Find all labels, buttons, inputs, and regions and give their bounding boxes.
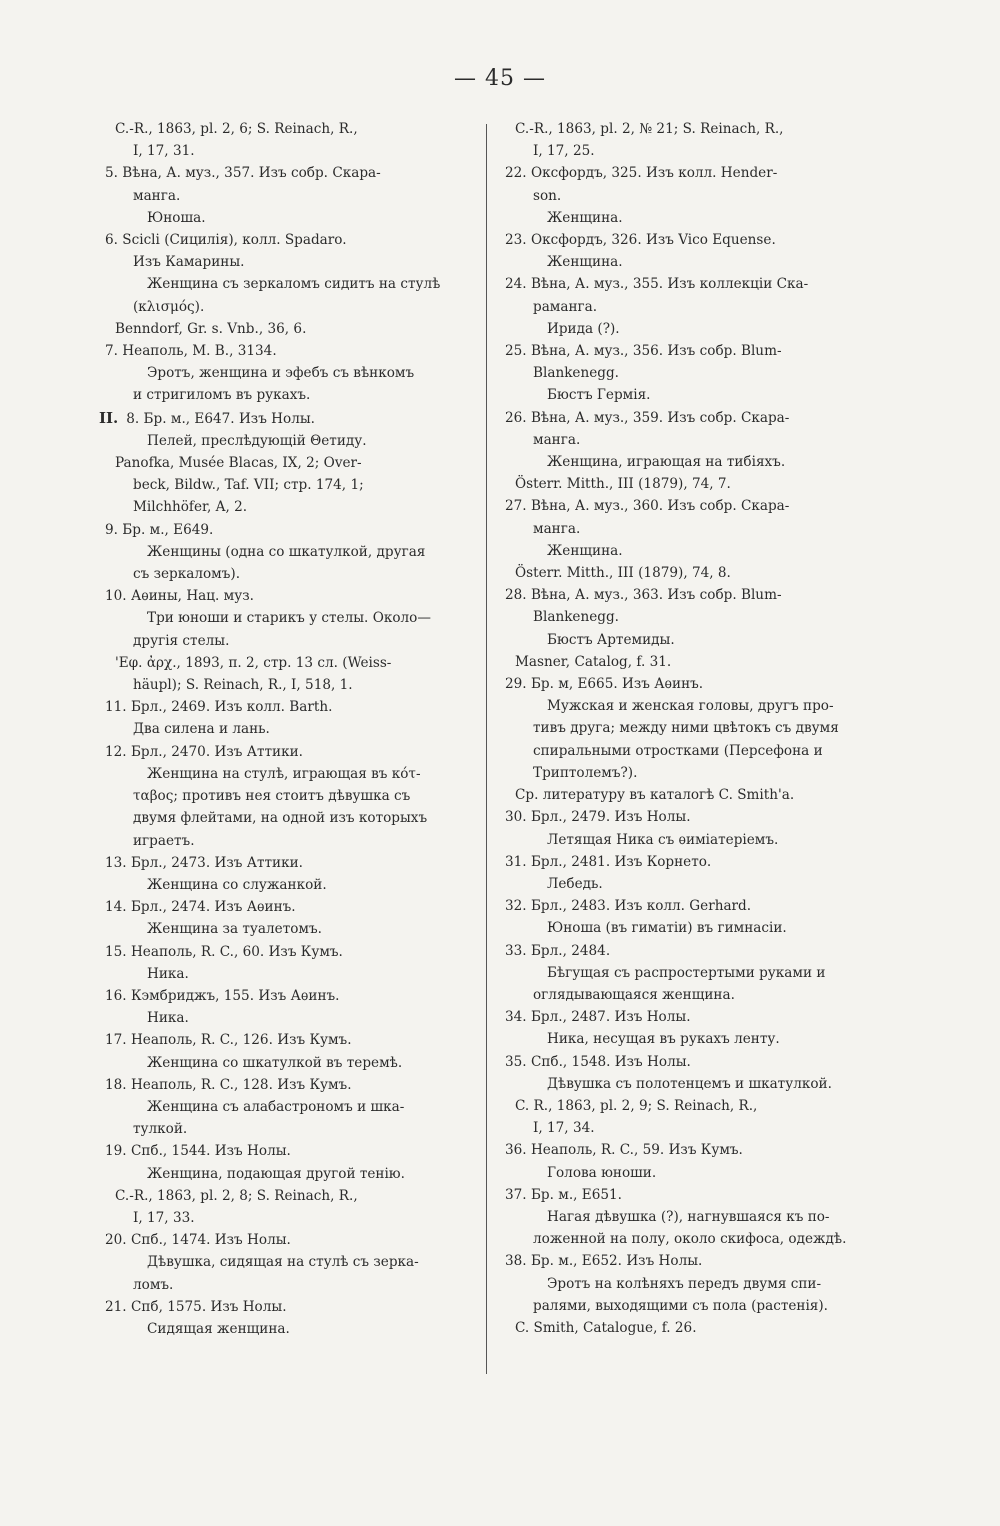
line-text: Сидящая женщина. [147, 1320, 290, 1337]
text-line [533, 140, 880, 162]
line-text: Бѣгущая съ распростертыми руками и [547, 964, 826, 981]
text-line [515, 651, 880, 673]
text-line [105, 1029, 485, 1051]
line-text: Летящая Ника съ ѳиміатеріемъ. [547, 831, 779, 848]
text-line [105, 985, 485, 1007]
line-text: C. Smith, Catalogue, f. 26. [515, 1319, 697, 1336]
text-line [147, 207, 485, 229]
line-text: Österr. Mitth., III (1879), 74, 8. [515, 565, 731, 582]
line-text: Женщина съ зеркаломъ сидитъ на стулѣ [147, 276, 441, 293]
line-text: Дѣвушка съ полотенцемъ и шкатулкой. [547, 1075, 832, 1092]
line-text: другія стелы. [133, 632, 230, 649]
text-line [547, 629, 880, 651]
text-line [99, 407, 485, 430]
text-line [505, 851, 880, 873]
text-line [147, 430, 485, 452]
text-line [105, 1296, 485, 1318]
section-marker: II. [99, 408, 119, 427]
line-text: двумя флейтами, на одной изъ которыхъ [133, 810, 428, 827]
text-line [105, 741, 485, 763]
text-line [505, 895, 880, 917]
line-text: 27. Вѣна, А. муз., 360. Изъ собр. Скара- [505, 498, 790, 515]
line-text: 8. Бр. м., Е647. Изъ Нолы. [126, 410, 315, 427]
text-line [147, 918, 485, 940]
text-line [105, 941, 485, 963]
line-text: оглядывающаяся женщина. [533, 986, 735, 1003]
line-text: 13. Брл., 2473. Изъ Аттики. [105, 854, 303, 871]
line-text: Женщина, подающая другой тенію. [147, 1165, 405, 1182]
line-text: 22. Оксфордъ, 325. Изъ колл. Hender- [505, 165, 778, 182]
line-text: Бюстъ Артемиды. [547, 631, 675, 648]
line-text: Женщина со служанкой. [147, 876, 327, 893]
line-text: тулкой. [133, 1121, 188, 1138]
text-line [533, 717, 880, 739]
text-line [147, 1163, 485, 1185]
text-line [547, 207, 880, 229]
line-text: 38. Бр. м., Е652. Изъ Нолы. [505, 1253, 703, 1270]
line-text: beck, Bildw., Taf. VII; стр. 174, 1; [133, 477, 364, 494]
text-line [147, 1096, 485, 1118]
line-text: Женщина съ алабастрономъ и шка- [147, 1098, 405, 1115]
text-line [533, 740, 880, 762]
text-line [547, 1273, 880, 1295]
line-text: Пелей, преслѣдующій Θетиду. [147, 432, 367, 449]
text-line [105, 1229, 485, 1251]
text-line [147, 273, 485, 295]
text-line [147, 1007, 485, 1029]
line-text: ταβος; противъ нея стоитъ дѣвушка съ [133, 788, 411, 805]
text-line [547, 540, 880, 562]
text-line [105, 1074, 485, 1096]
text-line [505, 940, 880, 962]
line-text: C. R., 1863, pl. 2, 9; S. Reinach, R., [515, 1097, 758, 1114]
line-text: манга. [533, 520, 581, 537]
text-line [533, 518, 880, 540]
line-text: 17. Неаполь, R. C., 126. Изъ Кумъ. [105, 1032, 352, 1049]
line-text: Нагая дѣвушка (?), нагнувшаяся къ по- [547, 1208, 830, 1225]
text-line [533, 185, 880, 207]
line-text: 31. Брл., 2481. Изъ Корнето. [505, 853, 712, 870]
line-text: Бюстъ Гермія. [547, 387, 651, 404]
text-line [515, 1317, 880, 1339]
line-text: Ирида (?). [547, 320, 620, 337]
text-line [533, 296, 880, 318]
text-line [147, 963, 485, 985]
text-line [147, 1318, 485, 1340]
line-text: 33. Брл., 2484. [505, 942, 611, 959]
line-text: Panofka, Musée Blacas, IX, 2; Over- [115, 455, 362, 472]
text-line [105, 896, 485, 918]
text-line [105, 696, 485, 718]
text-line [505, 162, 880, 184]
text-line [505, 806, 880, 828]
line-text: 9. Бр. м., Е649. [105, 521, 214, 538]
line-text: Ника, несущая въ рукахъ ленту. [547, 1031, 780, 1048]
line-text: 29. Бр. м, Е665. Изъ Аѳинъ. [505, 676, 704, 693]
text-line [533, 429, 880, 451]
text-line [115, 652, 485, 674]
line-text: Benndorf, Gr. s. Vnb., 36, 6. [115, 320, 307, 337]
line-text: 26. Вѣна, А. муз., 359. Изъ собр. Скара- [505, 409, 790, 426]
page-number: — 45 — [454, 66, 546, 91]
line-text: Masner, Catalog, f. 31. [515, 653, 672, 670]
text-line [547, 251, 880, 273]
line-text: 16. Кэмбриджъ, 155. Изъ Аѳинъ. [105, 987, 340, 1004]
line-text: (κλισμός). [133, 298, 205, 315]
line-text: 23. Оксфордъ, 326. Изъ Vico Equense. [505, 232, 776, 249]
text-line [133, 384, 485, 406]
text-line [133, 630, 485, 652]
text-line [505, 1184, 880, 1206]
text-line [133, 674, 485, 696]
text-line [115, 118, 485, 140]
line-text: Юноша (въ гиматіи) въ гимнасіи. [547, 920, 787, 937]
text-line [133, 474, 485, 496]
text-line [115, 452, 485, 474]
line-text: Дѣвушка, сидящая на стулѣ съ зерка- [147, 1254, 419, 1271]
line-text: Юноша. [147, 209, 206, 226]
line-text: Лебедь. [547, 875, 603, 892]
line-text: Женщина на стулѣ, играющая въ κότ- [147, 765, 421, 782]
line-text: 32. Брл., 2483. Изъ колл. Gerhard. [505, 898, 752, 915]
text-line [505, 584, 880, 606]
text-line [105, 229, 485, 251]
line-text: раманга. [533, 298, 598, 315]
text-line [547, 384, 880, 406]
line-text: son. [533, 187, 562, 204]
text-line [533, 984, 880, 1006]
line-text: I, 17, 33. [133, 1209, 195, 1226]
text-line [147, 362, 485, 384]
text-line [105, 162, 485, 184]
line-text: Женщина. [547, 209, 623, 226]
text-line [133, 496, 485, 518]
text-line [115, 1185, 485, 1207]
text-line [133, 140, 485, 162]
line-text: C.-R., 1863, pl. 2, 6; S. Reinach, R., [115, 121, 358, 137]
text-line [547, 917, 880, 939]
text-line [533, 362, 880, 384]
line-text: Ника. [147, 1010, 189, 1027]
line-text: 21. Спб, 1575. Изъ Нолы. [105, 1298, 287, 1315]
line-text: Мужская и женская головы, другъ про- [547, 698, 834, 715]
text-line [147, 763, 485, 785]
line-text: I, 17, 34. [533, 1120, 595, 1137]
text-line [515, 562, 880, 584]
text-line [515, 1095, 880, 1117]
text-line [133, 185, 485, 207]
text-line [547, 451, 880, 473]
line-text: и стригиломъ въ рукахъ. [133, 387, 311, 404]
line-text: 37. Бр. м., Е651. [505, 1186, 623, 1203]
line-text: 'Εφ. ἀρχ., 1893, π. 2, стр. 13 сл. (Weiss- [115, 654, 392, 671]
line-text: ложенной на полу, около скифоса, одеждѣ. [533, 1231, 847, 1248]
text-line [133, 830, 485, 852]
line-text: Ника. [147, 965, 189, 982]
line-text: Два силена и лань. [133, 721, 270, 738]
line-text: манга. [133, 187, 181, 204]
line-text: 30. Брл., 2479. Изъ Нолы. [505, 809, 691, 826]
line-text: манга. [533, 431, 581, 448]
line-text: 24. Вѣна, А. муз., 355. Изъ коллекціи Ска- [505, 276, 809, 293]
text-line [533, 606, 880, 628]
line-text: 25. Вѣна, А. муз., 356. Изъ собр. Blum- [505, 343, 782, 360]
text-line [105, 852, 485, 874]
text-line [505, 495, 880, 517]
text-line [133, 1118, 485, 1140]
text-line [547, 318, 880, 340]
line-text: 20. Спб., 1474. Изъ Нолы. [105, 1232, 291, 1249]
text-line [505, 1051, 880, 1073]
line-text: Blankenegg. [533, 365, 620, 382]
line-text: ралями, выходящими съ пола (растенія). [533, 1297, 829, 1314]
line-text: 6. Scicli (Сицилія), колл. Spadaro. [105, 232, 347, 249]
text-line [133, 1207, 485, 1229]
left-column [95, 118, 485, 1340]
line-text: Три юноши и старикъ у стелы. Около— [147, 610, 431, 627]
text-line [505, 340, 880, 362]
line-text: Österr. Mitth., III (1879), 74, 7. [515, 476, 731, 493]
line-text: Женщина за туалетомъ. [147, 921, 322, 938]
line-text: 36. Неаполь, R. C., 59. Изъ Кумъ. [505, 1142, 743, 1159]
text-line [547, 695, 880, 717]
text-line [147, 541, 485, 563]
text-line [105, 1140, 485, 1162]
text-line [505, 1139, 880, 1161]
text-line [505, 1250, 880, 1272]
line-text: 19. Спб., 1544. Изъ Нолы. [105, 1143, 291, 1160]
text-line [515, 784, 880, 806]
line-text: Эротъ на колѣняхъ передъ двумя спи- [547, 1275, 822, 1292]
line-text: C.-R., 1863, pl. 2, № 21; S. Reinach, R., [515, 121, 784, 137]
line-text: häupl); S. Reinach, R., I, 518, 1. [133, 677, 353, 694]
text-line [505, 407, 880, 429]
line-text: Женщины (одна со шкатулкой, другая [147, 543, 426, 560]
text-line [547, 873, 880, 895]
text-line [547, 829, 880, 851]
text-line [547, 1206, 880, 1228]
line-text: 7. Неаполь, М. В., 3134. [105, 343, 277, 360]
line-text: 10. Аѳины, Нац. муз. [105, 588, 254, 605]
text-line [133, 563, 485, 585]
text-line [533, 1117, 880, 1139]
right-column [495, 118, 880, 1339]
text-line [133, 251, 485, 273]
text-line [115, 318, 485, 340]
line-text: Триптолемъ?). [533, 764, 638, 781]
line-text: Женщина, играющая на тибіяхъ. [547, 454, 786, 471]
line-text: 28. Вѣна, А. муз., 363. Изъ собр. Blum- [505, 587, 782, 604]
line-text: спиральными отростками (Персефона и [533, 742, 823, 759]
text-line [147, 1251, 485, 1273]
line-text: ломъ. [133, 1276, 174, 1293]
text-line [505, 229, 880, 251]
text-line [505, 1006, 880, 1028]
line-text: 34. Брл., 2487. Изъ Нолы. [505, 1009, 691, 1026]
line-text: играетъ. [133, 832, 195, 849]
line-text: Milchhöfer, A, 2. [133, 499, 248, 516]
text-line [147, 607, 485, 629]
text-line [505, 273, 880, 295]
text-line [515, 473, 880, 495]
text-line [533, 1295, 880, 1317]
text-line [147, 1052, 485, 1074]
text-line [133, 718, 485, 740]
line-text: C.-R., 1863, pl. 2, 8; S. Reinach, R., [115, 1187, 358, 1204]
text-line [133, 1274, 485, 1296]
text-line [547, 962, 880, 984]
text-line [505, 673, 880, 695]
text-line [105, 519, 485, 541]
line-text: I, 17, 31. [133, 143, 195, 160]
line-text: 11. Брл., 2469. Изъ колл. Barth. [105, 699, 333, 716]
line-text: съ зеркаломъ). [133, 566, 241, 583]
text-line [133, 785, 485, 807]
line-text: тивъ друга; между ними цвѣтокъ съ двумя [533, 720, 839, 737]
line-text: Голова юноши. [547, 1164, 657, 1181]
line-text: 15. Неаполь, R. C., 60. Изъ Кумъ. [105, 943, 343, 960]
line-text: Женщина. [547, 542, 623, 559]
text-line [133, 296, 485, 318]
line-text: 35. Спб., 1548. Изъ Нолы. [505, 1053, 691, 1070]
text-line [547, 1162, 880, 1184]
text-line [105, 340, 485, 362]
text-line [105, 585, 485, 607]
line-text: Эротъ, женщина и эфебъ съ вѣнкомъ [147, 365, 415, 382]
text-line [147, 874, 485, 896]
text-line [547, 1073, 880, 1095]
text-line [533, 1228, 880, 1250]
line-text: 12. Брл., 2470. Изъ Аттики. [105, 743, 303, 760]
line-text: Женщина со шкатулкой въ теремѣ. [147, 1054, 403, 1071]
text-line [133, 807, 485, 829]
line-text: 14. Брл., 2474. Изъ Аѳинъ. [105, 899, 296, 916]
text-line [547, 1028, 880, 1050]
line-text: 18. Неаполь, R. C., 128. Изъ Кумъ. [105, 1076, 352, 1093]
line-text: Ср. литературу въ каталогѣ C. Smith'a. [515, 787, 795, 804]
line-text: I, 17, 25. [533, 143, 595, 160]
column-divider [486, 124, 487, 1374]
line-text: 5. Вѣна, А. муз., 357. Изъ собр. Скара- [105, 165, 381, 182]
text-line [515, 118, 880, 140]
line-text: Blankenegg. [533, 609, 620, 626]
text-line [533, 762, 880, 784]
line-text: Изъ Камарины. [133, 254, 245, 271]
line-text: Женщина. [547, 254, 623, 271]
